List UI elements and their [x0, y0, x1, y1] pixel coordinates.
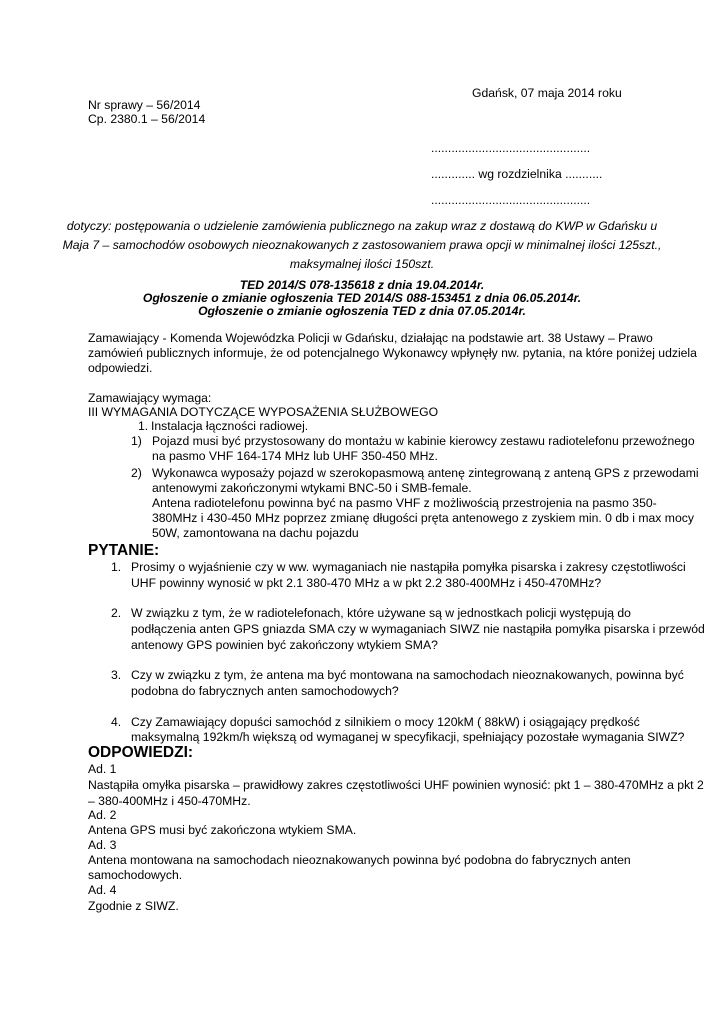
- answer-2-label: Ad. 2: [88, 808, 117, 822]
- questions-heading: PYTANIE:: [88, 542, 160, 559]
- intro-line-1: Zamawiający - Komenda Wojewódzka Policji w Gdańsku, działając na podstawie art. 38 Ustawy – Prawo: [88, 331, 653, 345]
- answer-1-line-1: Nastąpiła omyłka pisarska – prawidłowy zakres częstotliwości UHF powinien wynosić: pkt 1 – 380-470MHz a pkt 2: [88, 778, 704, 792]
- intro-line-3: odpowiedzi.: [88, 361, 153, 375]
- subject-line-3: maksymalnej ilości 150szt.: [289, 257, 435, 271]
- requirements-intro: Zamawiający wymaga:: [88, 391, 212, 405]
- recipient-line-1: ...............................................: [431, 141, 591, 155]
- question-3-line-1: Czy w związku z tym, że antena ma być montowana na samochodach nieoznakowanych, powinna być: [131, 668, 684, 682]
- question-1-line-2: UHF powinny wynosić w pkt 2.1 380-470 MHz a w pkt 2.2 380-400MHz i 450-470MHz?: [131, 576, 602, 590]
- question-1-num: 1.: [111, 560, 122, 574]
- req-sub-1-line-1: Pojazd musi być przystosowany do montażu w kabinie kierowcy zestawu radiotelefonu przewoźnego: [152, 434, 695, 448]
- req-sub-1-num: 1): [131, 434, 142, 448]
- recipient-line-3: ...............................................: [431, 193, 591, 207]
- req-sub-2-line-4: 380MHz i 430-450 MHz poprzez zmianę długości pręta antenowego z zyskiem min. 0 db i max mocy: [152, 511, 694, 525]
- place-date: Gdańsk, 07 maja 2014 roku: [472, 86, 622, 100]
- answer-3-line-1: Antena montowana na samochodach nieoznakowanych powinna być podobna do fabrycznych anten: [88, 853, 631, 867]
- subject-line-1: dotyczy: postępowania o udzielenie zamówienia publicznego na zakup wraz z dostawą do KWP w Gdańsku u: [66, 219, 658, 233]
- req-sub-2-line-3: Antena radiotelefonu powinna być na pasmo VHF z możliwością przestrojenia na pasmo 350-: [152, 496, 657, 510]
- recipient-line-2: ............. wg rozdzielnika ...........: [431, 167, 603, 181]
- answer-4-line-1: Zgodnie z SIWZ.: [88, 899, 179, 913]
- question-1-line-1: Prosimy o wyjaśnienie czy w ww. wymaganiach nie nastąpiła pomyłka pisarska i zakresy częstotliwości: [131, 560, 686, 574]
- question-3-num: 3.: [111, 668, 122, 682]
- requirements-section: III WYMAGANIA DOTYCZĄCE WYPOSAŻENIA SŁUŻBOWEGO: [88, 405, 439, 419]
- req-sub-1-line-2: na pasmo VHF 164-174 MHz lub UHF 350-450 MHz.: [152, 449, 438, 463]
- cp-number: Cp. 2380.1 – 56/2014: [88, 112, 206, 126]
- answer-2-line-1: Antena GPS musi być zakończona wtykiem SMA.: [88, 823, 357, 837]
- ted-line-1: TED 2014/S 078-135618 z dnia 19.04.2014r.: [239, 278, 485, 292]
- question-4-line-2: maksymalną 192km/h większą od wymaganej w specyfikacji, spełniający pozostałe wymagania SIWZ?: [131, 730, 685, 744]
- ted-line-3: Ogłoszenie o zmianie ogłoszenia TED z dnia 07.05.2014r.: [198, 304, 526, 318]
- req-sub-2-line-2: antenowymi zakończonymi wtykami BNC-50 i SMB-female.: [152, 481, 472, 495]
- answer-1-line-2: – 380-400MHz i 450-470MHz.: [88, 794, 251, 808]
- answer-4-label: Ad. 4: [88, 883, 117, 897]
- answer-3-line-2: samochodowych.: [88, 868, 183, 882]
- subject-line-2: Maja 7 – samochodów osobowych nieoznakowanych z zastosowaniem prawa opcji w minimalnej ilości 125szt.,: [62, 238, 662, 252]
- ted-line-2: Ogłoszenie o zmianie ogłoszenia TED 2014/S 088-153451 z dnia 06.05.2014r.: [142, 291, 582, 305]
- question-3-line-2: podobna do fabrycznych anten samochodowych?: [131, 684, 399, 698]
- case-number: Nr sprawy – 56/2014: [88, 98, 201, 112]
- question-4-line-1: Czy Zamawiający dopuści samochód z silnikiem o mocy 120kM ( 88kW) i osiągający prędkość: [131, 715, 640, 729]
- req-sub-2-line-1: Wykonawca wyposaży pojazd w szerokopasmową antenę zintegrowaną z anteną GPS z przewodami: [152, 466, 699, 480]
- req-item-1: Instalacja łączności radiowej.: [151, 419, 309, 433]
- question-4-num: 4.: [111, 715, 122, 729]
- req-sub-2-num: 2): [131, 466, 142, 480]
- req-item-1-num: 1.: [138, 419, 149, 433]
- req-sub-2-line-5: 50W, zamontowana na dachu pojazdu: [152, 526, 359, 540]
- question-2-line-2: podłączenia anten GPS gniazda SMA czy w wymaganiach SIWZ nie nastąpiła pomyłka pisarska i przewód: [131, 622, 705, 636]
- answer-3-label: Ad. 3: [88, 838, 117, 852]
- question-2-line-1: W związku z tym, że w radiotelefonach, które używane są w jednostkach policji występują do: [131, 606, 631, 620]
- question-2-num: 2.: [111, 606, 122, 620]
- answers-heading: ODPOWIEDZI:: [88, 744, 194, 761]
- answer-1-label: Ad. 1: [88, 762, 117, 776]
- question-2-line-3: antenowy GPS powinien być zakończony wtykiem SMA?: [131, 638, 438, 652]
- intro-line-2: zamówień publicznych informuje, że od potencjalnego Wykonawcy wpłynęły nw. pytania, na które poniżej udziela: [88, 346, 697, 360]
